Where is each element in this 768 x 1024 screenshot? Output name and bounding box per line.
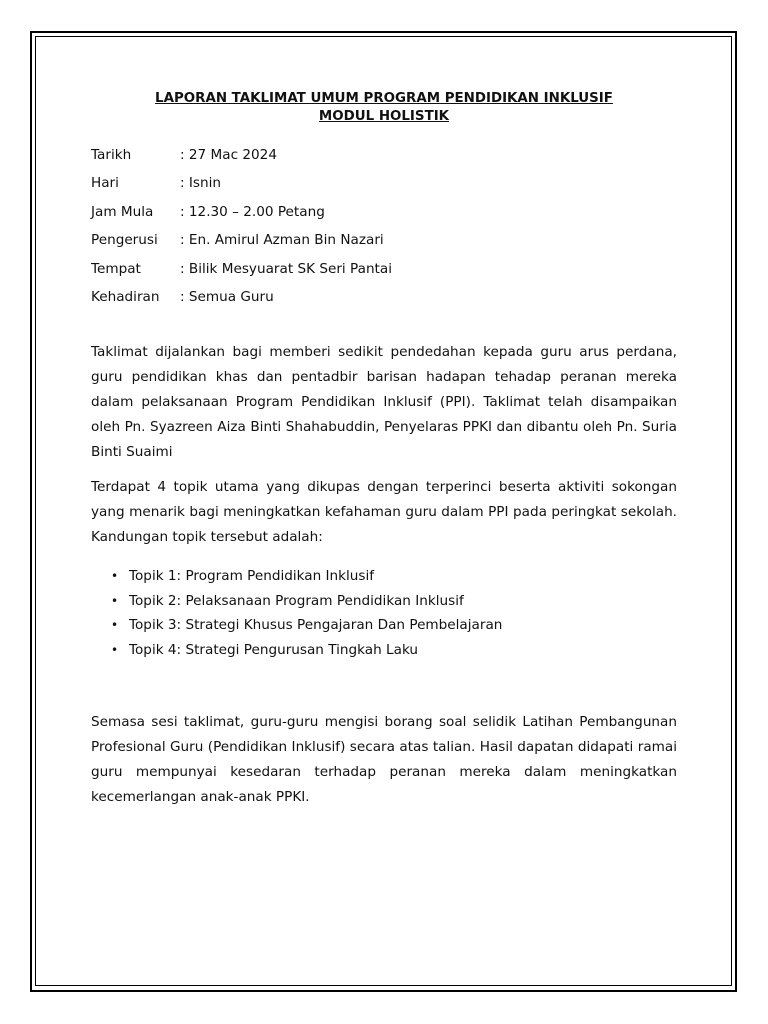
meta-value: : Isnin (180, 175, 222, 192)
meta-info-table (91, 146, 677, 316)
list-item (91, 589, 677, 614)
meta-label: Tarikh (91, 147, 132, 163)
document-body (91, 90, 677, 810)
paragraph-intro: Taklimat dijalankan bagi memberi sedikit pendedahan kepada guru arus perdana, guru pendidikan khas dan pentadbir barisan hadapan tehadap peranan mereka dalam pelaksanaan Program Pendidikan Inklusif (PPI). Taklimat telah disampaikan oleh Pn. Syazreen Aiza Binti Shahabuddin, Penyelaras PPKI dan dibantu oleh Pn. Suria Binti Suaimi (91, 344, 677, 461)
topic-text: Topik 1: Program Pendidikan Inklusif (129, 568, 375, 585)
topic-list (91, 564, 677, 662)
topic-text: Topik 3: Strategi Khusus Pengajaran Dan Pembelajaran (129, 617, 503, 634)
topic-text: Topik 4: Strategi Pengurusan Tingkah Laku (129, 641, 419, 658)
list-item (91, 613, 677, 638)
meta-label: Jam Mula (91, 203, 154, 220)
meta-row-jam-mula (91, 203, 677, 231)
list-item (91, 638, 677, 663)
list-item (91, 564, 677, 589)
bullet-icon: • (111, 642, 119, 657)
topic-text: Topik 2: Pelaksanaan Program Pendidikan Inklusif (129, 592, 464, 609)
meta-row-hari (91, 174, 677, 202)
paragraph-topics-intro: Terdapat 4 topik utama yang dikupas dengan terperinci beserta aktiviti sokongan yang menarik bagi meningkatkan kefahaman guru dalam PPI pada peringkat sekolah. Kandungan topik tersebut adalah: (91, 479, 677, 546)
bullet-icon: • (111, 569, 119, 584)
meta-value: : 12.30 – 2.00 Petang (180, 203, 325, 220)
meta-label: Hari (91, 175, 119, 192)
meta-label: Pengerusi (91, 232, 158, 249)
meta-row-pengerusi (91, 231, 677, 259)
bullet-icon: • (111, 593, 119, 608)
meta-row-tarikh (91, 146, 677, 174)
meta-label: Kehadiran (91, 288, 160, 305)
meta-row-kehadiran (91, 288, 677, 316)
meta-row-tempat (91, 260, 677, 288)
meta-value: : Bilik Mesyuarat SK Seri Pantai (180, 260, 392, 277)
report-title-line-2: MODUL HOLISTIK (318, 109, 450, 124)
report-title-line-1: LAPORAN TAKLIMAT UMUM PROGRAM PENDIDIKAN INKLUSIF (155, 91, 613, 106)
bullet-icon: • (111, 618, 119, 633)
meta-value: : 27 Mac 2024 (180, 147, 277, 163)
meta-label: Tempat (91, 260, 141, 277)
meta-value: : En. Amirul Azman Bin Nazari (180, 232, 384, 249)
meta-value: : Semua Guru (180, 288, 274, 305)
paragraph-conclusion: Semasa sesi taklimat, guru-guru mengisi borang soal selidik Latihan Pembangunan Profesional Guru (Pendidikan Inklusif) secara atas talian. Hasil dapatan didapati ramai guru mempunyai kesedaran terhadap peranan mereka dalam meningkatkan kecemerlangan anak-anak PPKI. (91, 714, 677, 806)
